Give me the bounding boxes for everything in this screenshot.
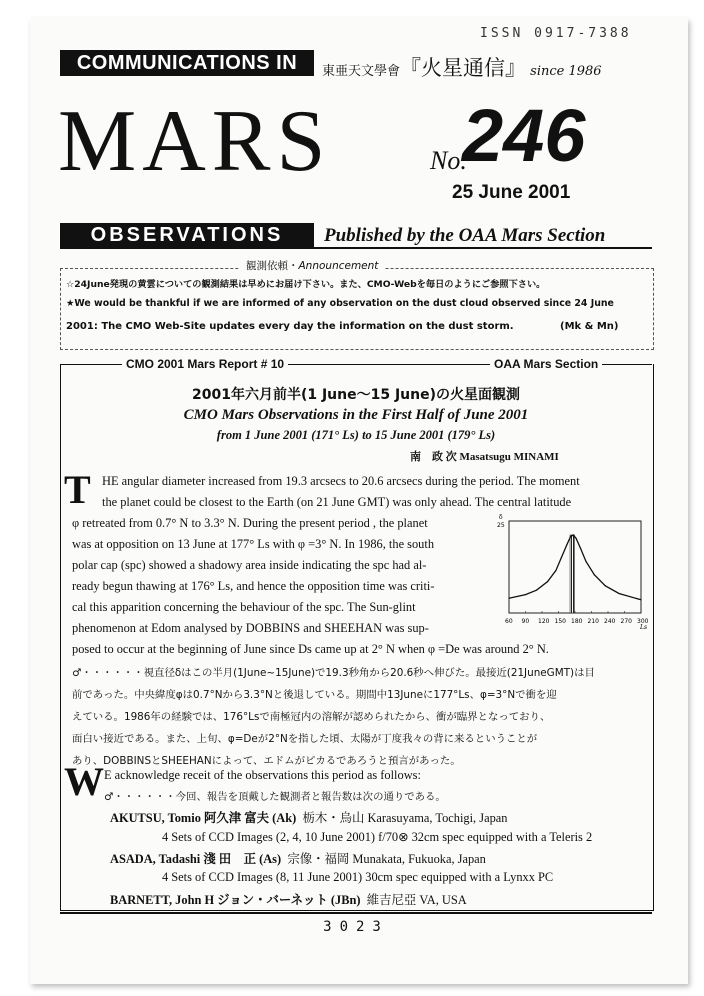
drop-cap: T: [64, 467, 91, 512]
chart-point-13: [605, 585, 606, 586]
footer-rule: [60, 912, 652, 914]
para1-line-8: posed to occur at the beginning of June since Ds came up at 2° N when φ =De was around 2° N.: [72, 642, 549, 656]
para1-line-4: polar cap (spc) showed a shadowy area inside indicating the spc had al-: [72, 558, 427, 572]
page: [30, 18, 688, 984]
observer-name-barnett: BARNETT, John H ジョン・バーネット (JBn): [110, 893, 361, 907]
issue-no-label: No.: [430, 146, 467, 175]
announcement-title: [240, 258, 384, 273]
announcement-line-2: ★We would be thankful if we are informed of any observation on the dust cloud observed since 24 June: [66, 298, 614, 309]
chart-point-14: [618, 593, 619, 594]
chart-xtick-270: 270: [620, 618, 632, 625]
diameter-chart: [497, 511, 647, 631]
observer-name: [110, 890, 467, 908]
chart-xtick-150: 150: [554, 618, 566, 625]
chart-point-15: [640, 599, 641, 600]
chart-point-1: [525, 594, 526, 595]
chart-point-9: [576, 538, 577, 539]
announcement-title-jp: 観測依頼・: [246, 260, 299, 272]
chart-ytick: 25: [497, 522, 505, 529]
para1-line-2: φ retreated from 0.7° N to 3.3° N. During the present period , the planet: [72, 516, 428, 530]
observer-name: [110, 808, 507, 826]
chart-point-2: [536, 590, 537, 591]
chart-shaded-period: [570, 535, 574, 613]
chart-xtick-120: 120: [538, 618, 550, 625]
report-label: CMO 2001 Mars Report # 10: [122, 358, 288, 370]
observer-place-barnett: 維吉尼亞 VA, USA: [366, 893, 467, 907]
chart-point-6: [566, 544, 567, 545]
chart-frame: [509, 521, 641, 613]
report-author: 南 政 次 Masatsugu MINAMI: [410, 451, 559, 463]
para1-line-5: ready begun thawing at 176° Ls, and hence the opposition time was criti-: [72, 579, 435, 593]
chart-point-8: [573, 534, 574, 535]
para2-line-0: E acknowledge receit of the observations this period as follows:: [104, 768, 421, 782]
report-section: OAA Mars Section: [490, 358, 602, 370]
chart-series-line: [509, 535, 641, 600]
chart-xtick-240: 240: [604, 618, 616, 625]
announcement-line-1: ☆24June発現の黄雲についての観測結果は早めにお届け下さい。また、CMO-Webを毎日のようにご参照下さい。: [66, 279, 546, 290]
announcement-title-en: Announcement: [298, 260, 379, 272]
publisher: Published by the OAA Mars Section: [324, 225, 606, 246]
para1-line-7: phenomenon at Edom analysed by DOBBINS and SHEEHAN was sup-: [72, 621, 429, 635]
para1-jp-line-5: あり、DOBBINSとSHEEHANによって、エドムがピカるであろうと預言があった。: [72, 755, 461, 767]
chart-xtick-300: 300: [637, 618, 649, 625]
issue-number: 246: [462, 94, 586, 177]
para1-jp-line-1: ♂・・・・・・視直径δはこの半月(1June~15June)で19.3秒角から20.6秒へ伸びた。最接近(21JuneGMT)は目: [72, 667, 595, 679]
para1-jp-line-2: 前であった。中央緯度φは0.7°Nから3.3°Nと後退している。期間中13Juneに177°Ls、φ=3°Nで衝を迎: [72, 689, 557, 701]
para1-jp-line-4: 面白い接近である。また、上旬、φ=Deが2°Nを指した頃、太陽が丁度我々の背に来るということが: [72, 733, 538, 745]
announcement-line-3: 2001: The CMO Web-Site updates every day the information on the dust storm.: [66, 321, 514, 332]
report-title-en: CMO Mars Observations in the First Half of June 2001: [183, 407, 529, 423]
chart-point-11: [585, 561, 586, 562]
chart-point-0: [508, 598, 509, 599]
para1-line-0: HE angular diameter increased from 19.3 arcsecs to 20.6 arcsecs during the period. The moment: [102, 474, 580, 488]
chart-xtick-60: 60: [505, 618, 513, 625]
since-year: since 1986: [530, 64, 602, 79]
report-title-jp: 2001年六月前半(1 June～15 June)の火星面観測: [191, 387, 520, 403]
communications-banner: COMMUNICATIONS IN: [60, 50, 314, 76]
issue-date: 25 June 2001: [452, 182, 571, 203]
para1-jp-line-3: えている。1986年の経験では、176°Lsで南極冠内の溶解が認められたから、衝が臨界となっており、: [72, 711, 551, 723]
journal-title: [322, 52, 602, 82]
observations-banner: OBSERVATIONS: [60, 223, 314, 247]
page-number: 3023: [323, 919, 389, 935]
drop-cap-2: W: [64, 759, 104, 804]
observer-place-asada: 宗像・福岡 Munakata, Fukuoka, Japan: [287, 852, 486, 866]
para2-jp: ♂・・・・・・今回、報告を頂戴した観測者と報告数は次の通りである。: [104, 791, 446, 803]
chart-xlabel: Ls: [640, 624, 648, 631]
chart-ylabel: δ: [499, 514, 503, 521]
journal-title-jp: 『火星通信』: [400, 56, 527, 80]
chart-point-7: [570, 536, 571, 537]
observer-name-akutsu: AKUTSU, Tomio 阿久津 富夫 (Ak): [110, 811, 297, 825]
chart-point-12: [594, 574, 595, 575]
observer-name-asada: ASADA, Tadashi 淺 田 正 (As): [110, 852, 282, 866]
para1-line-1: the planet could be closest to the Earth (on 21 June GMT) was only ahead. The central latitude: [102, 495, 572, 509]
masthead-rule: [60, 247, 652, 249]
issn: ISSN 0917-7388: [480, 26, 632, 41]
observer-detail-akutsu: 4 Sets of CCD Images (2, 4, 10 June 2001) f/70⊗ 32cm spec equipped with a Teleris 2: [162, 830, 593, 844]
observer-place-akutsu: 栃木・烏山 Karasuyama, Tochigi, Japan: [302, 811, 508, 825]
mars-title: MARS: [58, 93, 332, 190]
report-subtitle: from 1 June 2001 (171° Ls) to 15 June 2001 (179° Ls): [216, 428, 496, 442]
observer-detail-asada: 4 Sets of CCD Images (8, 11 June 2001) 30cm spec equipped with a Lynxx PC: [162, 870, 554, 884]
chart-xtick-90: 90: [521, 618, 530, 625]
para1-line-3: was at opposition on 13 June at 177° Ls with φ =3° N. In 1986, the south: [72, 537, 435, 551]
observer-name: [110, 849, 486, 867]
chart-point-4: [555, 570, 556, 571]
chart-xtick-180: 180: [571, 618, 583, 625]
chart-point-3: [547, 581, 548, 582]
chart-point-10: [580, 548, 581, 549]
chart-point-5: [561, 557, 562, 558]
para1-line-6: cal this apparition concerning the behaviour of the spc. The Sun-glint: [72, 600, 416, 614]
chart-xtick-210: 210: [587, 618, 599, 625]
announcement-signature: (Mk & Mn): [560, 321, 619, 332]
journal-prefix: 東亜天文學會: [322, 64, 401, 79]
